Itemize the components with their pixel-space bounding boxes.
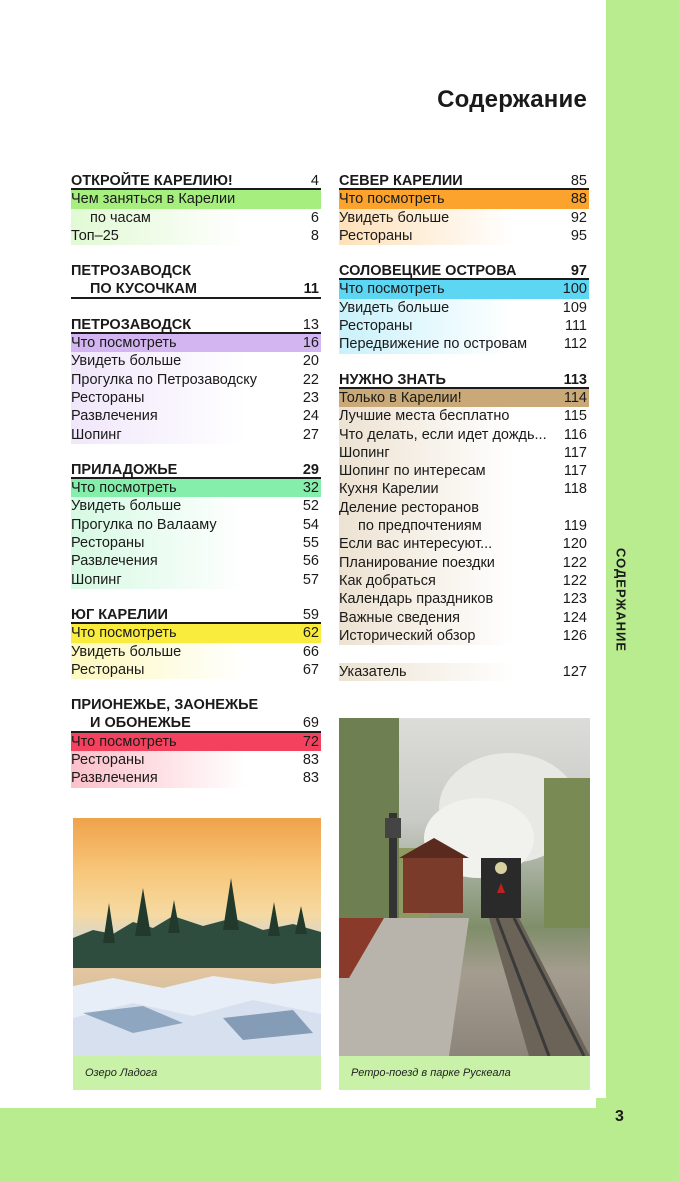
toc-entry-label: Прогулка по Валааму (71, 516, 217, 533)
lake-landscape-illustration (73, 818, 321, 1056)
toc-entry-label: Рестораны (71, 535, 145, 552)
toc-entry-label: Что посмотреть (339, 281, 445, 298)
toc-section (71, 172, 321, 245)
train-station-illustration (339, 718, 590, 1056)
toc-section-heading[interactable] (71, 316, 321, 334)
toc-entry-page: 126 (562, 627, 587, 644)
toc-entry[interactable] (71, 190, 321, 208)
toc-entry-label: по часам (90, 209, 151, 226)
toc-right-column (339, 172, 589, 698)
toc-section (71, 316, 321, 444)
photo-caption-left: Озеро Ладога (73, 1056, 321, 1090)
toc-section-heading[interactable] (71, 280, 321, 298)
toc-entry-label: Важные сведения (339, 609, 460, 626)
toc-section-heading[interactable] (71, 172, 321, 190)
toc-entry-label: Только в Карелии! (339, 389, 462, 406)
toc-entry-label: ПЕТРОЗАВОДСК (71, 316, 192, 333)
toc-entry[interactable] (71, 227, 321, 245)
toc-entry-page: 88 (570, 191, 587, 208)
toc-entry-label: Как добраться (339, 572, 436, 589)
toc-entry-label: Развлечения (71, 408, 158, 425)
toc-entry[interactable] (339, 609, 589, 627)
toc-entry-page: 109 (562, 299, 587, 316)
toc-entry-page: 115 (563, 408, 587, 425)
toc-entry-page: 114 (563, 389, 587, 406)
toc-entry[interactable] (71, 371, 321, 389)
toc-entry[interactable] (71, 209, 321, 227)
toc-entry-label: Шопинг по интересам (339, 463, 486, 480)
toc-entry-label: Увидеть больше (339, 299, 450, 316)
toc-entry-label: Указатель (339, 664, 407, 681)
toc-entry-page: 83 (302, 752, 319, 769)
toc-entry-label: Что посмотреть (71, 625, 177, 642)
toc-entry-page: 112 (563, 336, 587, 353)
toc-entry[interactable] (339, 535, 589, 553)
toc-entry-label: Рестораны (339, 318, 413, 335)
toc-section (71, 606, 321, 679)
toc-entry[interactable] (71, 389, 321, 407)
toc-entry-label: Деление ресторанов (339, 499, 479, 516)
toc-entry-page: 20 (302, 353, 319, 370)
toc-entry[interactable] (71, 534, 321, 552)
photo-lake-ladoga (73, 818, 321, 1056)
bottom-color-band (0, 1108, 679, 1181)
toc-entry-page: 23 (302, 389, 319, 406)
toc-entry[interactable] (71, 571, 321, 589)
toc-entry[interactable] (339, 299, 589, 317)
toc-entry-page: 97 (570, 263, 587, 280)
toc-entry-label: ПРИЛАДОЖЬЕ (71, 461, 178, 478)
toc-entry-label: Прогулка по Петрозаводску (71, 371, 258, 388)
toc-entry-page: 119 (563, 518, 587, 535)
toc-entry-label: Шопинг (339, 444, 390, 461)
toc-section-heading[interactable] (71, 606, 321, 624)
toc-entry-page: 66 (302, 643, 319, 660)
toc-entry-label: СЕВЕР КАРЕЛИИ (339, 173, 463, 189)
photo-caption-right: Ретро-поезд в парке Рускеала (339, 1056, 590, 1090)
toc-entry-page: 59 (302, 606, 319, 623)
toc-entry-label: ОТКРОЙТЕ КАРЕЛИЮ! (71, 173, 233, 189)
toc-entry-label: Если вас интересуют... (339, 536, 493, 553)
toc-entry-page: 57 (302, 571, 319, 588)
toc-entry-page: 52 (302, 498, 319, 515)
page-number-box (596, 1098, 679, 1181)
toc-entry[interactable] (339, 280, 589, 298)
toc-section (339, 371, 589, 682)
toc-entry-page: 11 (303, 281, 319, 298)
toc-entry-label: Что посмотреть (71, 480, 177, 497)
toc-entry-label: СОЛОВЕЦКИЕ ОСТРОВА (339, 263, 517, 280)
toc-entry[interactable] (339, 572, 589, 590)
toc-section-heading[interactable] (71, 461, 321, 479)
toc-entry-page: 122 (562, 572, 587, 589)
toc-entry-label: Рестораны (71, 661, 145, 678)
toc-entry-label: Шопинг (71, 571, 122, 588)
toc-spacer (339, 645, 589, 663)
toc-entry-page: 85 (570, 173, 587, 189)
toc-entry-page: 124 (562, 609, 587, 626)
toc-entry[interactable] (339, 317, 589, 335)
toc-entry-label: Лучшие места бесплатно (339, 408, 510, 425)
toc-entry-page: 111 (564, 318, 587, 335)
toc-section (71, 696, 321, 787)
toc-entry[interactable] (71, 769, 321, 787)
toc-section (339, 172, 589, 245)
toc-entry-label: Чем заняться в Карелии (71, 191, 236, 208)
toc-entry-label: Передвижение по островам (339, 336, 528, 353)
toc-section-heading[interactable] (71, 714, 321, 732)
toc-entry-page: 29 (302, 461, 319, 478)
toc-entry-page: 62 (302, 625, 319, 642)
toc-entry[interactable] (71, 661, 321, 679)
toc-entry-page: 6 (310, 209, 319, 226)
toc-section-heading[interactable] (71, 696, 321, 714)
photo-retro-train (339, 718, 590, 1056)
toc-entry[interactable] (71, 352, 321, 370)
toc-entry-label: Топ–25 (71, 227, 119, 244)
side-tab (606, 520, 636, 680)
toc-entry-page: 117 (563, 463, 587, 480)
toc-section (71, 461, 321, 589)
toc-entry-page: 67 (302, 661, 319, 678)
toc-entry-label: ЮГ КАРЕЛИИ (71, 606, 168, 623)
toc-entry-label: Рестораны (71, 752, 145, 769)
toc-entry[interactable] (71, 479, 321, 497)
toc-entry-label: ПО КУСОЧКАМ (90, 281, 197, 298)
toc-entry-label: Шопинг (71, 426, 122, 443)
toc-entry-label: Что посмотреть (71, 335, 177, 352)
toc-entry-page: 54 (302, 516, 319, 533)
side-tab-label: СОДЕРЖАНИЕ (613, 548, 629, 652)
toc-entry[interactable] (339, 335, 589, 353)
toc-entry-label: Что делать, если идет дождь... (339, 426, 547, 443)
toc-entry[interactable] (339, 209, 589, 227)
toc-entry[interactable] (71, 751, 321, 769)
toc-entry-page: 24 (302, 408, 319, 425)
toc-section-heading[interactable] (71, 262, 321, 280)
toc-entry[interactable] (339, 517, 589, 535)
toc-entry-page: 113 (563, 371, 587, 388)
toc-entry-label: И ОБОНЕЖЬЕ (90, 715, 191, 732)
toc-entry[interactable] (339, 627, 589, 645)
toc-entry[interactable] (339, 389, 589, 407)
toc-entry-label: Рестораны (339, 227, 413, 244)
toc-entry-page: 117 (563, 444, 587, 461)
toc-entry-page: 120 (562, 536, 587, 553)
toc-entry-page: 8 (310, 227, 319, 244)
toc-entry-page: 123 (562, 591, 587, 608)
toc-entry-page: 83 (302, 770, 319, 787)
toc-entry[interactable] (71, 552, 321, 570)
toc-entry-page: 122 (562, 554, 587, 571)
toc-entry[interactable] (71, 733, 321, 751)
toc-entry[interactable] (339, 554, 589, 572)
toc-entry[interactable] (339, 590, 589, 608)
toc-entry-label: НУЖНО ЗНАТЬ (339, 371, 446, 388)
toc-entry[interactable] (339, 462, 589, 480)
toc-entry-label: Развлечения (71, 553, 158, 570)
toc-entry-label: Что посмотреть (339, 191, 445, 208)
toc-entry-page: 22 (302, 371, 319, 388)
page-title: Содержание (437, 86, 587, 113)
toc-section-heading[interactable] (339, 172, 589, 190)
toc-entry[interactable] (71, 643, 321, 661)
toc-entry-page: 116 (563, 426, 587, 443)
toc-entry-label: Увидеть больше (71, 353, 182, 370)
toc-entry[interactable] (339, 444, 589, 462)
toc-entry-page: 56 (302, 553, 319, 570)
toc-entry-label: Увидеть больше (71, 643, 182, 660)
toc-entry-page: 95 (570, 227, 587, 244)
toc-entry-label: Развлечения (71, 770, 158, 787)
toc-entry-page: 100 (562, 281, 587, 298)
toc-entry[interactable] (71, 407, 321, 425)
toc-section (71, 262, 321, 299)
toc-entry[interactable] (339, 426, 589, 444)
toc-entry-label: Календарь праздников (339, 591, 494, 608)
toc-entry-page: 32 (302, 480, 319, 497)
toc-entry[interactable] (71, 334, 321, 352)
toc-entry-page: 55 (302, 535, 319, 552)
toc-entry-label: Исторический обзор (339, 627, 476, 644)
toc-entry[interactable] (339, 499, 589, 517)
toc-entry-label: ПРИОНЕЖЬЕ, ЗАОНЕЖЬЕ (71, 697, 259, 714)
toc-entry-label: Кухня Карелии (339, 481, 439, 498)
toc-section (339, 262, 589, 353)
toc-entry-page: 27 (302, 426, 319, 443)
toc-entry-page: 118 (563, 481, 587, 498)
toc-entry-page: 16 (302, 335, 319, 352)
toc-entry[interactable] (339, 480, 589, 498)
toc-entry-label: ПЕТРОЗАВОДСК (71, 263, 192, 280)
toc-entry-label: Планирование поездки (339, 554, 495, 571)
toc-entry-label: по предпочтениям (358, 518, 482, 535)
toc-entry[interactable] (71, 497, 321, 515)
toc-entry-label: Что посмотреть (71, 733, 177, 750)
toc-entry-page: 127 (562, 664, 587, 681)
toc-entry[interactable] (339, 407, 589, 425)
toc-entry-page: 69 (302, 715, 319, 732)
toc-left-column (71, 172, 321, 805)
toc-entry-page: 72 (302, 733, 319, 750)
toc-entry[interactable] (71, 516, 321, 534)
toc-entry[interactable] (339, 227, 589, 245)
toc-entry[interactable] (339, 190, 589, 208)
toc-section-heading[interactable] (339, 371, 589, 389)
toc-entry-label: Рестораны (71, 389, 145, 406)
toc-section-heading[interactable] (339, 262, 589, 280)
page-number: 3 (615, 1108, 624, 1125)
toc-entry-page: 92 (570, 209, 587, 226)
toc-entry[interactable] (71, 624, 321, 642)
toc-entry-page: 4 (310, 173, 319, 189)
toc-entry-label: Увидеть больше (339, 209, 450, 226)
toc-entry[interactable] (71, 426, 321, 444)
toc-entry[interactable] (339, 663, 589, 681)
toc-entry-label: Увидеть больше (71, 498, 182, 515)
toc-entry-page: 13 (302, 316, 319, 333)
